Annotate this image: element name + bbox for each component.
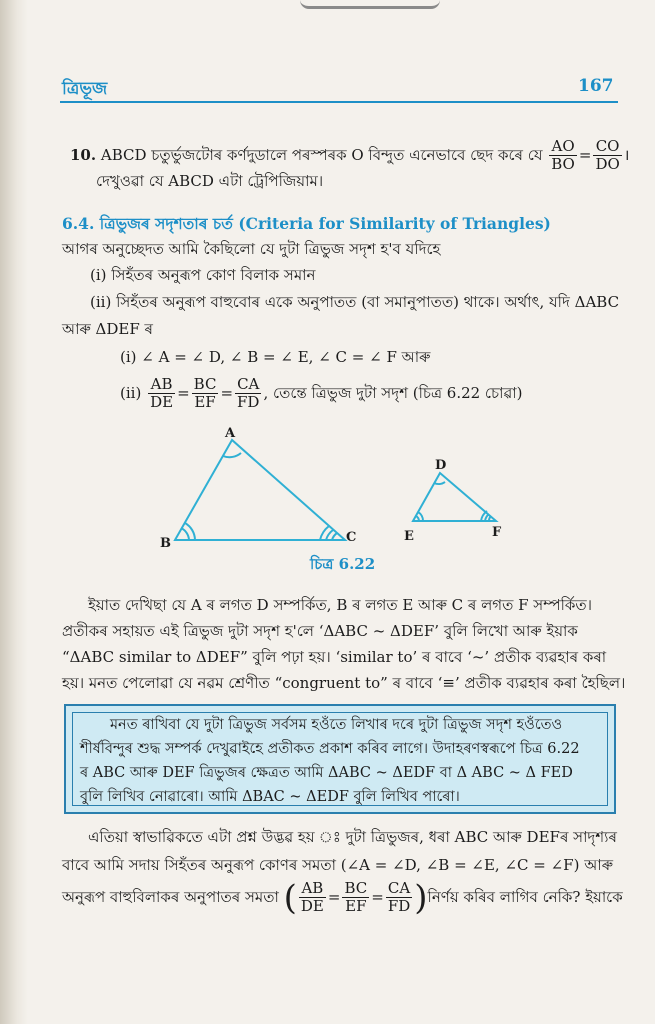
frac-den: DE (150, 393, 174, 412)
frac-num: AO (549, 138, 577, 156)
para2-line-2: প্ৰতীকৰ সহায়ত এই ত্ৰিভুজ দুটা সদৃশ হ'লে ‘ΔABC ~ ΔDEF’ বুলি লিখো আৰু ইয়াক (62, 622, 578, 640)
vertex-label-b: B (160, 536, 171, 551)
para3-line-1: এতিয়া স্বাভাৱিকতে এটা প্ৰশ্ন উদ্ভৱ হয় ঃ দুটা ত্ৰিভুজৰ, ধৰা ABC আৰু DEFৰ সাদৃশ্যৰ (88, 828, 617, 846)
angle-mark-b-inner (181, 528, 189, 540)
equals-sign: = (578, 145, 592, 164)
vertex-label-a: A (225, 426, 236, 441)
vertex-label-e: E (404, 529, 414, 544)
equals-sign: = (371, 887, 384, 906)
frac-num: BC (193, 375, 217, 393)
frac-den: EF (345, 897, 367, 916)
body-line-2: (i) সিহঁতৰ অনুৰূপ কোণ বিলাক সমান (90, 266, 316, 284)
para2-line-1: ইয়াত দেখিছা যে A ৰ লগত D সম্পৰ্কিত, B ৰ লগত E আৰু C ৰ লগত F সম্পৰ্কিত। (88, 596, 592, 614)
angle-mark-a (223, 453, 241, 457)
frac-num: CO (593, 138, 621, 156)
section-heading-bn: 6.4. ত্ৰিভুজৰ সদৃশতাৰ চৰ্ত (62, 214, 233, 233)
equals-sign: = (327, 887, 341, 906)
vertex-label-f: F (492, 525, 502, 540)
frac-den: EF (194, 393, 216, 412)
angle-mark-c-3 (332, 533, 337, 540)
para2-line-4: হয়। মনত পেলোৱা যে নৱম শ্ৰেণীত “congruent to” ৰ বাবে ‘≡’ প্ৰতীক ব্যৱহাৰ কৰা হৈছিল। (62, 674, 626, 692)
chapter-title: ত্ৰিভূজ (62, 79, 108, 99)
note-line-3: ৰ ABC আৰু DEF ত্ৰিভুজৰ ক্ষেত্ৰত আমি ΔABC ~ ΔEDF বা Δ ABC ~ Δ FED (80, 765, 573, 781)
frac-num: CA (235, 376, 261, 394)
page-number: 167 (578, 76, 614, 96)
para3-text: অনুৰূপ বাহুবিলাকৰ অনুপাতৰ সমতা (62, 887, 279, 906)
para3-text-end: নিৰ্ণয় কৰিব লাগিব নেকি? ইয়াকে (427, 887, 623, 906)
figure-caption: চিত্ৰ 6.22 (310, 555, 376, 573)
note-line-1: মনত ৰাখিবা যে দুটা ত্ৰিভুজ সৰ্বসম হওঁতে লিখাৰ দৰে দুটা ত্ৰিভুজ সদৃশ হওঁতেও (110, 717, 563, 733)
frac-num: BC (344, 879, 368, 897)
problem-number: 10. (70, 145, 97, 164)
frac-den: DO (595, 155, 620, 174)
para2-line-3: “ΔABC similar to ΔDEF” বুলি পঢ়া হয়। ‘similar to’ ৰ বাবে ‘~’ প্ৰতীক ব্যৱহাৰ কৰা (62, 648, 607, 666)
problem-text: ABCD চতুৰ্ভুজটোৰ কৰ্ণদুডালে পৰস্পৰক O বিন্দুত এনেভাবে ছেদ কৰে যে (100, 145, 543, 164)
para3-line-3 (62, 877, 623, 918)
note-box (64, 704, 616, 814)
equals-sign: = (177, 383, 190, 402)
frac-num: AB (299, 880, 326, 898)
section-heading-en: (Criteria for Similarity of Triangles) (238, 214, 551, 233)
note-line-2: শীৰ্ষবিন্দুৰ শুদ্ধ সম্পৰ্ক দেখুৱাইহে প্ৰতীকত প্ৰকাশ কৰিব লাগে। উদাহৰণস্বৰূপে চিত্ৰ 6.22 (80, 741, 580, 757)
frac-den: DE (300, 897, 324, 916)
fraction-ab-de (299, 880, 326, 916)
body-line-4: আৰু ΔDEF ৰ (62, 320, 153, 338)
frac-num: AB (148, 376, 175, 394)
vertex-label-c: C (346, 530, 357, 545)
condition-conclusion: , তেন্তে ত্ৰিভুজ দুটা সদৃশ (চিত্ৰ 6.22 চোৱা) (263, 383, 523, 402)
condition-angles: (i) ∠ A = ∠ D, ∠ B = ∠ E, ∠ C = ∠ F আৰু (120, 348, 431, 366)
fraction-ca-fd (386, 880, 412, 916)
equals-sign: = (220, 383, 234, 402)
left-paren: ( (283, 877, 297, 918)
body-line-1: আগৰ অনুচ্ছেদত আমি কৈছিলো যে দুটা ত্ৰিভুজ সদৃশ হ'ব যদিহে (62, 240, 441, 258)
danda: । (623, 145, 630, 164)
fraction-bc-ef (342, 880, 369, 916)
frac-num: CA (386, 880, 412, 898)
note-line-4: বুলি লিখিব নোৱাৰো। আমি ΔBAC ~ ΔEDF বুলি লিখিব পাৰো। (80, 789, 460, 805)
problem-10-line-2: দেখুওৱা যে ABCD এটা ট্ৰেপিজিয়াম। (96, 172, 324, 190)
para3-line-2: বাবে আমি সদায় সিহঁতৰ অনুৰূপ কোণৰ সমতা (∠A = ∠D, ∠B = ∠E, ∠C = ∠F) আৰু (62, 856, 613, 874)
frac-den: BO (551, 155, 575, 174)
frac-den: FD (387, 897, 411, 916)
frac-den: FD (237, 393, 260, 412)
triangle-abc (175, 440, 345, 540)
condition-label: (ii) (120, 383, 142, 402)
right-paren: ) (414, 877, 428, 918)
vertex-label-d: D (435, 458, 447, 473)
body-line-3: (ii) সিহঁতৰ অনুৰূপ বাহুবোৰ একে অনুপাতত (বা সমানুপাতত) থাকে। অৰ্থাৎ, যদি ΔABC (90, 293, 620, 311)
